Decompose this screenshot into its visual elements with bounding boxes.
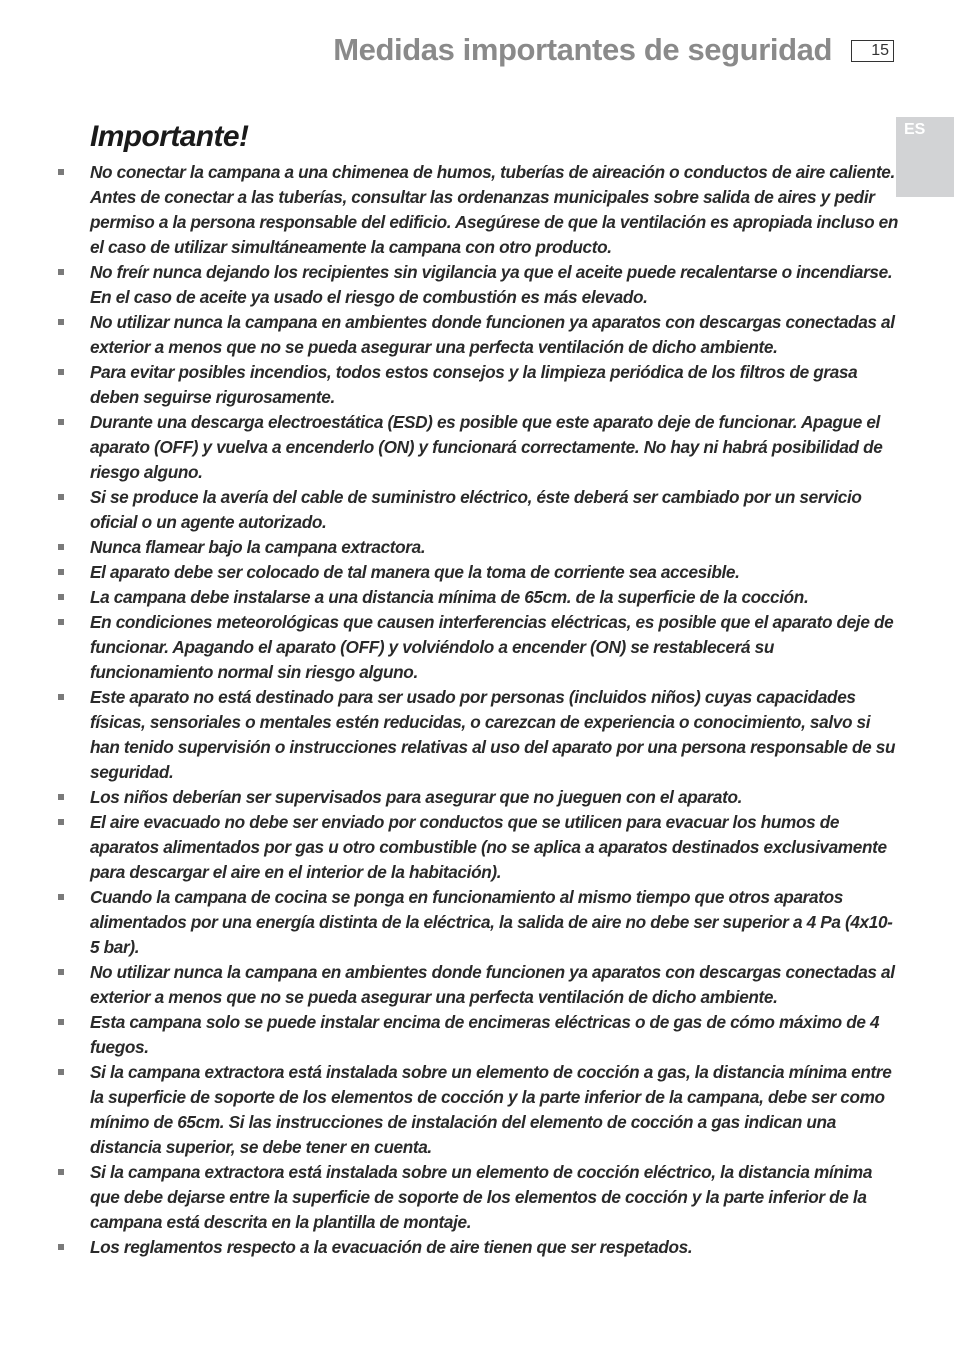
list-item bbox=[55, 610, 900, 685]
page-number: 15 bbox=[851, 40, 894, 62]
square-bullet-icon bbox=[58, 594, 64, 600]
list-item bbox=[55, 410, 900, 485]
list-item bbox=[55, 1160, 900, 1235]
square-bullet-icon bbox=[58, 619, 64, 625]
square-bullet-icon bbox=[58, 569, 64, 575]
square-bullet-icon bbox=[58, 369, 64, 375]
list-item-text: Este aparato no está destinado para ser usado por personas (incluidos niños) cuyas capacidades físicas, sensoriales o mentales estén reducidas, o carezcan de experiencia o conocimiento, salvo si han tenido supervisión o instrucciones relativas al uso del aparato por una persona responsable de su seguridad. bbox=[90, 687, 896, 782]
square-bullet-icon bbox=[58, 169, 64, 175]
square-bullet-icon bbox=[58, 544, 64, 550]
list-item-text: Esta campana solo se puede instalar encima de encimeras eléctricas o de gas de cómo máximo de 4 fuegos. bbox=[90, 1012, 880, 1057]
list-item bbox=[55, 960, 900, 1010]
square-bullet-icon bbox=[58, 969, 64, 975]
list-item bbox=[55, 1010, 900, 1060]
list-item-text: Los reglamentos respecto a la evacuación de aire tienen que ser respetados. bbox=[90, 1237, 693, 1257]
list-item-text: No utilizar nunca la campana en ambientes donde funcionen ya aparatos con descargas conectadas al exterior a menos que no se pueda asegurar una perfecta ventilación de dicho ambiente. bbox=[90, 312, 895, 357]
list-item-text: Si se produce la avería del cable de suministro eléctrico, éste deberá ser cambiado por un servicio oficial o un agente autorizado. bbox=[90, 487, 862, 532]
square-bullet-icon bbox=[58, 1069, 64, 1075]
list-item-text: El aparato debe ser colocado de tal manera que la toma de corriente sea accesible. bbox=[90, 562, 740, 582]
list-item-text: No conectar la campana a una chimenea de humos, tuberías de aireación o conductos de aire caliente. Antes de conectar a las tuberías, consultar las ordenanzas municipales sobre salida de aires y pedir permiso a la persona responsable del edificio. Asegúrese de que la ventilación es apropiada incluso en el caso de utilizar simultáneamente la campana con otro producto. bbox=[90, 162, 899, 257]
square-bullet-icon bbox=[58, 494, 64, 500]
list-item-text: Cuando la campana de cocina se ponga en funcionamiento al mismo tiempo que otros aparatos alimentados por una energía distinta de la eléctrica, la salida de aire no debe ser superior a 4 Pa (4x10-5 bar). bbox=[90, 887, 893, 957]
list-item bbox=[55, 785, 900, 810]
list-item-text: El aire evacuado no debe ser enviado por conductos que se utilicen para evacuar los humos de aparatos alimentados por gas u otro combustible (no se aplica a aparatos destinados exclusivamente para descargar el aire en el interior de la habitación). bbox=[90, 812, 887, 882]
square-bullet-icon bbox=[58, 819, 64, 825]
square-bullet-icon bbox=[58, 269, 64, 275]
list-item bbox=[55, 535, 900, 560]
list-item-text: Los niños deberían ser supervisados para asegurar que no jueguen con el aparato. bbox=[90, 787, 743, 807]
square-bullet-icon bbox=[58, 419, 64, 425]
list-item-text: Si la campana extractora está instalada sobre un elemento de cocción eléctrico, la distancia mínima que debe dejarse entre la superficie de soporte de los elementos de cocción y la parte inferior de la campana está descrita en la plantilla de montaje. bbox=[90, 1162, 873, 1232]
list-item bbox=[55, 810, 900, 885]
list-item bbox=[55, 1060, 900, 1160]
list-item bbox=[55, 1235, 900, 1260]
list-item bbox=[55, 485, 900, 535]
language-tab-label: ES bbox=[904, 121, 926, 138]
square-bullet-icon bbox=[58, 1019, 64, 1025]
square-bullet-icon bbox=[58, 1244, 64, 1250]
list-item-text: En condiciones meteorológicas que causen interferencias eléctricas, es posible que el aparato deje de funcionar. Apagando el aparato (OFF) y volviéndolo a encender (ON) se restablecerá su funcionamiento normal sin riesgo alguno. bbox=[90, 612, 894, 682]
square-bullet-icon bbox=[58, 1169, 64, 1175]
page-title: Medidas importantes de seguridad bbox=[333, 32, 832, 67]
square-bullet-icon bbox=[58, 319, 64, 325]
list-item-text: La campana debe instalarse a una distancia mínima de 65cm. de la superficie de la cocción. bbox=[90, 587, 809, 607]
square-bullet-icon bbox=[58, 694, 64, 700]
list-item bbox=[55, 160, 900, 260]
list-item-text: No freír nunca dejando los recipientes sin vigilancia ya que el aceite puede recalentarse o incendiarse. En el caso de aceite ya usado el riesgo de combustión es más elevado. bbox=[90, 262, 893, 307]
list-item bbox=[55, 560, 900, 585]
square-bullet-icon bbox=[58, 794, 64, 800]
section-heading: Importante! bbox=[90, 120, 249, 153]
safety-list bbox=[55, 160, 900, 1260]
list-item bbox=[55, 360, 900, 410]
list-item-text: No utilizar nunca la campana en ambientes donde funcionen ya aparatos con descargas conectadas al exterior a menos que no se pueda asegurar una perfecta ventilación de dicho ambiente. bbox=[90, 962, 895, 1007]
list-item bbox=[55, 310, 900, 360]
list-item-text: Durante una descarga electroestática (ESD) es posible que este aparato deje de funcionar. Apague el aparato (OFF) y vuelva a encenderlo (ON) y funcionará correctamente. No hay ni habrá posibilidad de riesgo alguno. bbox=[90, 412, 883, 482]
list-item bbox=[55, 885, 900, 960]
language-tab bbox=[896, 117, 954, 197]
square-bullet-icon bbox=[58, 894, 64, 900]
list-item-text: Si la campana extractora está instalada sobre un elemento de cocción a gas, la distancia mínima entre la superficie de soporte de los elementos de cocción y la parte inferior de la campana, debe ser como mínimo de 65cm. Si las instrucciones de instalación del elemento de cocción a gas indican una distancia superior, se debe tener en cuenta. bbox=[90, 1062, 892, 1157]
list-item bbox=[55, 685, 900, 785]
list-item-text: Para evitar posibles incendios, todos estos consejos y la limpieza periódica de los filtros de grasa deben seguirse rigurosamente. bbox=[90, 362, 858, 407]
list-item bbox=[55, 260, 900, 310]
list-item-text: Nunca flamear bajo la campana extractora. bbox=[90, 537, 426, 557]
list-item bbox=[55, 585, 900, 610]
